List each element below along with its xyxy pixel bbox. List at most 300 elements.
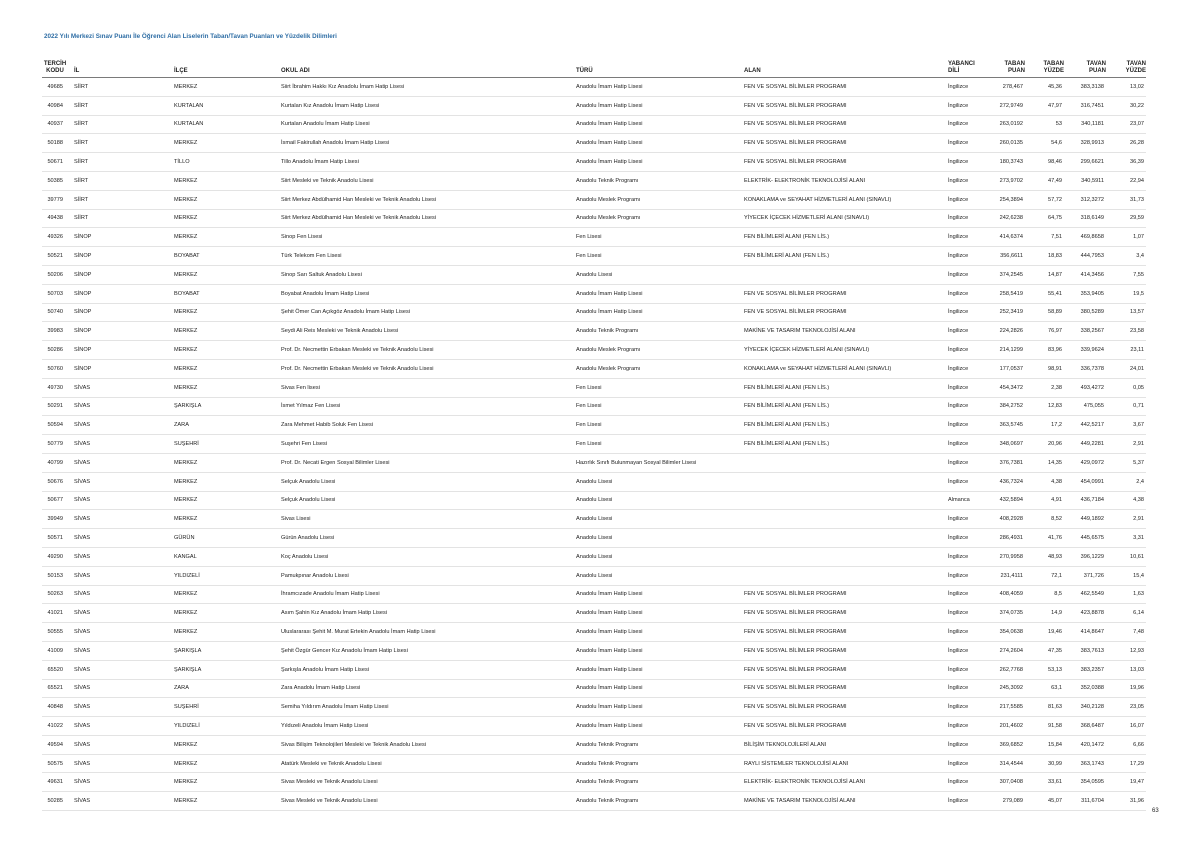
col-header-yabanci-dili: YABANCI DİLİ [948,56,988,78]
cell-ilce: MERKEZ [174,78,281,97]
table-row [42,660,1146,679]
cell-tavan-puan: 340,1181 [1064,115,1106,134]
cell-turu: Anadolu Teknik Programı [576,171,744,190]
table-row [42,698,1146,717]
table-row [42,717,1146,736]
cell-okul-adi: Şehit Ömer Can Açıkgöz Anadolu İmam Hatip Lisesi [281,303,576,322]
cell-tavan-puan: 383,3138 [1064,78,1106,97]
cell-alan: FEN VE SOSYAL BİLİMLER PROGRAMI [744,134,948,153]
cell-yabanci-dili: İngilizce [948,547,988,566]
cell-yabanci-dili: İngilizce [948,717,988,736]
cell-taban-puan: 224,2826 [988,322,1025,341]
cell-tavan-puan: 444,7953 [1064,247,1106,266]
cell-il: SİİRT [68,96,174,115]
cell-tavan-yuzde: 5,37 [1106,453,1146,472]
cell-tavan-yuzde: 26,28 [1106,134,1146,153]
cell-turu: Anadolu Meslek Programı [576,341,744,360]
cell-okul-adi: Sinop Fen Lisesi [281,228,576,247]
cell-alan [744,265,948,284]
cell-alan: FEN VE SOSYAL BİLİMLER PROGRAMI [744,303,948,322]
cell-taban-puan: 260,0135 [988,134,1025,153]
cell-tavan-yuzde: 17,29 [1106,754,1146,773]
cell-ilce: MERKEZ [174,604,281,623]
cell-tavan-yuzde: 19,5 [1106,284,1146,303]
cell-tavan-yuzde: 7,55 [1106,265,1146,284]
cell-tavan-puan: 414,8647 [1064,623,1106,642]
cell-ilce: MERKEZ [174,754,281,773]
cell-tavan-puan: 311,6704 [1064,792,1106,811]
table-row [42,529,1146,548]
cell-alan: FEN VE SOSYAL BİLİMLER PROGRAMI [744,115,948,134]
cell-taban-yuzde: 17,2 [1025,416,1064,435]
table-row [42,96,1146,115]
cell-ilce: KURTALAN [174,96,281,115]
cell-taban-yuzde: 83,96 [1025,341,1064,360]
cell-ilce: MERKEZ [174,341,281,360]
cell-yabanci-dili: İngilizce [948,585,988,604]
cell-taban-puan: 307,0408 [988,773,1025,792]
table-row [42,735,1146,754]
cell-alan: FEN BİLİMLERİ ALANI (FEN LİS.) [744,416,948,435]
cell-tercih-kodu: 41021 [42,604,68,623]
cell-taban-puan: 356,6611 [988,247,1025,266]
table-row [42,115,1146,134]
cell-tavan-puan: 383,2357 [1064,660,1106,679]
cell-turu: Anadolu Teknik Programı [576,773,744,792]
cell-alan: ELEKTRİK- ELEKTRONİK TEKNOLOJİSİ ALANI [744,171,948,190]
cell-alan: FEN VE SOSYAL BİLİMLER PROGRAMI [744,96,948,115]
table-row [42,416,1146,435]
cell-ilce: MERKEZ [174,265,281,284]
cell-ilce: ŞARKIŞLA [174,660,281,679]
cell-yabanci-dili: İngilizce [948,378,988,397]
cell-il: SİVAS [68,585,174,604]
cell-ilce: TİLLO [174,153,281,172]
cell-il: SİİRT [68,78,174,97]
cell-yabanci-dili: İngilizce [948,134,988,153]
cell-taban-puan: 201,4602 [988,717,1025,736]
table-row [42,773,1146,792]
cell-yabanci-dili: İngilizce [948,303,988,322]
cell-taban-puan: 180,3743 [988,153,1025,172]
cell-il: SİVAS [68,623,174,642]
cell-yabanci-dili: İngilizce [948,397,988,416]
cell-tavan-puan: 423,8878 [1064,604,1106,623]
cell-alan: YİYECEK İÇECEK HİZMETLERİ ALANI (SINAVLI) [744,341,948,360]
cell-taban-yuzde: 14,87 [1025,265,1064,284]
cell-turu: Anadolu İmam Hatip Lisesi [576,134,744,153]
cell-alan: FEN VE SOSYAL BİLİMLER PROGRAMI [744,641,948,660]
cell-yabanci-dili: İngilizce [948,96,988,115]
table-row [42,284,1146,303]
cell-alan: FEN BİLİMLERİ ALANI (FEN LİS.) [744,435,948,454]
cell-ilce: MERKEZ [174,735,281,754]
cell-tavan-puan: 299,6621 [1064,153,1106,172]
cell-ilce: YILDIZELİ [174,717,281,736]
cell-okul-adi: Zara Mehmet Habib Soluk Fen Lisesi [281,416,576,435]
col-header-tercih-kodu: TERCİH KODU [42,56,68,78]
cell-taban-puan: 432,5894 [988,491,1025,510]
cell-yabanci-dili: İngilizce [948,265,988,284]
cell-il: SİİRT [68,153,174,172]
cell-okul-adi: Sivas Fen lisesi [281,378,576,397]
cell-tercih-kodu: 39949 [42,510,68,529]
cell-taban-puan: 274,2604 [988,641,1025,660]
cell-okul-adi: Tillo Anadolu İmam Hatip Lisesi [281,153,576,172]
cell-turu: Fen Lisesi [576,378,744,397]
cell-okul-adi: Boyabat Anadolu İmam Hatip Lisesi [281,284,576,303]
cell-tercih-kodu: 40937 [42,115,68,134]
cell-yabanci-dili: İngilizce [948,209,988,228]
cell-taban-puan: 254,3894 [988,190,1025,209]
cell-alan: FEN VE SOSYAL BİLİMLER PROGRAMI [744,78,948,97]
cell-tercih-kodu: 50521 [42,247,68,266]
cell-yabanci-dili: İngilizce [948,679,988,698]
cell-alan [744,510,948,529]
cell-ilce: MERKEZ [174,134,281,153]
cell-ilce: BOYABAT [174,247,281,266]
cell-alan [744,566,948,585]
cell-tercih-kodu: 49290 [42,547,68,566]
cell-tavan-yuzde: 1,07 [1106,228,1146,247]
table-row [42,265,1146,284]
cell-taban-puan: 414,6374 [988,228,1025,247]
cell-turu: Anadolu İmam Hatip Lisesi [576,660,744,679]
cell-tavan-yuzde: 13,02 [1106,78,1146,97]
cell-turu: Anadolu İmam Hatip Lisesi [576,623,744,642]
cell-turu: Anadolu Teknik Programı [576,322,744,341]
cell-tercih-kodu: 50188 [42,134,68,153]
cell-tercih-kodu: 49631 [42,773,68,792]
cell-il: SİVAS [68,604,174,623]
cell-yabanci-dili: İngilizce [948,190,988,209]
cell-okul-adi: Kurtalan Kız Anadolu İmam Hatip Lisesi [281,96,576,115]
cell-il: SİVAS [68,717,174,736]
cell-taban-yuzde: 41,76 [1025,529,1064,548]
cell-turu: Fen Lisesi [576,416,744,435]
cell-il: SİVAS [68,566,174,585]
cell-tavan-puan: 449,1892 [1064,510,1106,529]
cell-ilce: MERKEZ [174,773,281,792]
cell-tavan-puan: 354,0595 [1064,773,1106,792]
cell-turu: Anadolu Lisesi [576,547,744,566]
cell-taban-puan: 369,6852 [988,735,1025,754]
cell-okul-adi: Suşehri Fen Lisesi [281,435,576,454]
page-number: 63 [1152,808,1159,814]
cell-turu: Fen Lisesi [576,435,744,454]
cell-tavan-yuzde: 23,07 [1106,115,1146,134]
cell-il: SİVAS [68,453,174,472]
cell-taban-yuzde: 12,83 [1025,397,1064,416]
table-row [42,359,1146,378]
cell-il: SİVAS [68,641,174,660]
cell-okul-adi: Prof. Dr. Necmettin Erbakan Mesleki ve Teknik Anadolu Lisesi [281,359,576,378]
cell-alan: BİLİŞİM TEKNOLOJİLERİ ALANI [744,735,948,754]
cell-yabanci-dili: İngilizce [948,472,988,491]
cell-okul-adi: Yıldızeli Anadolu İmam Hatip Lisesi [281,717,576,736]
cell-taban-puan: 217,5585 [988,698,1025,717]
cell-taban-yuzde: 45,07 [1025,792,1064,811]
cell-il: SİİRT [68,209,174,228]
cell-turu: Anadolu İmam Hatip Lisesi [576,679,744,698]
cell-okul-adi: Zara Anadolu İmam Hatip Lisesi [281,679,576,698]
cell-taban-yuzde: 58,89 [1025,303,1064,322]
cell-okul-adi: Pamukpınar Anadolu Lisesi [281,566,576,585]
cell-okul-adi: Sivas Mesleki ve Teknik Anadolu Lisesi [281,773,576,792]
table-row [42,491,1146,510]
cell-il: SİİRT [68,134,174,153]
cell-alan: FEN BİLİMLERİ ALANI (FEN LİS.) [744,247,948,266]
cell-yabanci-dili: İngilizce [948,247,988,266]
cell-tavan-yuzde: 12,93 [1106,641,1146,660]
cell-tercih-kodu: 49438 [42,209,68,228]
cell-tavan-yuzde: 36,39 [1106,153,1146,172]
cell-tavan-puan: 462,5549 [1064,585,1106,604]
cell-yabanci-dili: İngilizce [948,153,988,172]
cell-tercih-kodu: 50779 [42,435,68,454]
cell-yabanci-dili: İngilizce [948,341,988,360]
cell-tercih-kodu: 65521 [42,679,68,698]
cell-turu: Anadolu İmam Hatip Lisesi [576,153,744,172]
cell-il: SİNOP [68,228,174,247]
cell-ilce: MERKEZ [174,623,281,642]
cell-okul-adi: Türk Telekom Fen Lisesi [281,247,576,266]
table-row [42,510,1146,529]
cell-yabanci-dili: İngilizce [948,228,988,247]
cell-tavan-yuzde: 0,05 [1106,378,1146,397]
cell-okul-adi: İhramcızade Anadolu İmam Hatip Lisesi [281,585,576,604]
cell-taban-puan: 286,4931 [988,529,1025,548]
cell-alan [744,547,948,566]
cell-tavan-puan: 436,7184 [1064,491,1106,510]
cell-tercih-kodu: 50385 [42,171,68,190]
table-row [42,190,1146,209]
cell-il: SİVAS [68,416,174,435]
cell-okul-adi: Atatürk Mesleki ve Teknik Anadolu Lisesi [281,754,576,773]
col-header-taban-puan: TABAN PUAN [988,56,1025,78]
table-row [42,604,1146,623]
cell-alan [744,472,948,491]
cell-taban-puan: 363,5745 [988,416,1025,435]
cell-okul-adi: Uluslararası Şehit M. Murat Ertekin Anadolu İmam Hatip Lisesi [281,623,576,642]
cell-yabanci-dili: İngilizce [948,623,988,642]
cell-il: SİVAS [68,660,174,679]
cell-alan: FEN VE SOSYAL BİLİMLER PROGRAMI [744,284,948,303]
table-header-row [42,56,1146,78]
cell-ilce: MERKEZ [174,209,281,228]
cell-taban-puan: 376,7381 [988,453,1025,472]
table-row [42,153,1146,172]
cell-alan: FEN VE SOSYAL BİLİMLER PROGRAMI [744,660,948,679]
cell-yabanci-dili: İngilizce [948,435,988,454]
cell-ilce: MERKEZ [174,585,281,604]
cell-okul-adi: Siirt Mesleki ve Teknik Anadolu Lisesi [281,171,576,190]
cell-okul-adi: Selçuk Anadolu Lisesi [281,472,576,491]
cell-tercih-kodu: 50703 [42,284,68,303]
cell-ilce: MERKEZ [174,510,281,529]
cell-il: SİVAS [68,773,174,792]
cell-tavan-puan: 475,055 [1064,397,1106,416]
cell-okul-adi: Gürün Anadolu Lisesi [281,529,576,548]
cell-taban-puan: 262,7768 [988,660,1025,679]
cell-turu: Anadolu Lisesi [576,529,744,548]
table-row [42,453,1146,472]
cell-taban-yuzde: 4,91 [1025,491,1064,510]
cell-okul-adi: Sivas Bilişim Teknolojileri Mesleki ve Teknik Anadolu Lisesi [281,735,576,754]
cell-turu: Fen Lisesi [576,228,744,247]
cell-turu: Anadolu Lisesi [576,566,744,585]
cell-il: SİNOP [68,341,174,360]
cell-tavan-puan: 340,2128 [1064,698,1106,717]
cell-tavan-puan: 371,726 [1064,566,1106,585]
cell-tavan-puan: 414,3456 [1064,265,1106,284]
cell-alan: FEN BİLİMLERİ ALANI (FEN LİS.) [744,397,948,416]
cell-il: SİVAS [68,378,174,397]
cell-tavan-yuzde: 6,14 [1106,604,1146,623]
cell-tavan-puan: 429,0972 [1064,453,1106,472]
cell-taban-puan: 279,089 [988,792,1025,811]
cell-yabanci-dili: İngilizce [948,698,988,717]
cell-tavan-puan: 380,5289 [1064,303,1106,322]
cell-yabanci-dili: İngilizce [948,773,988,792]
cell-taban-yuzde: 54,6 [1025,134,1064,153]
cell-tavan-puan: 363,1743 [1064,754,1106,773]
scores-table [42,56,1146,811]
cell-alan [744,453,948,472]
cell-tavan-puan: 454,0991 [1064,472,1106,491]
cell-tavan-puan: 352,0388 [1064,679,1106,698]
cell-taban-yuzde: 76,97 [1025,322,1064,341]
cell-alan: FEN VE SOSYAL BİLİMLER PROGRAMI [744,679,948,698]
cell-taban-puan: 231,4111 [988,566,1025,585]
cell-tercih-kodu: 50575 [42,754,68,773]
cell-turu: Anadolu Lisesi [576,491,744,510]
cell-yabanci-dili: İngilizce [948,754,988,773]
cell-tercih-kodu: 49594 [42,735,68,754]
cell-yabanci-dili: İngilizce [948,359,988,378]
cell-alan [744,529,948,548]
cell-tercih-kodu: 39983 [42,322,68,341]
cell-tavan-yuzde: 19,96 [1106,679,1146,698]
cell-il: SİNOP [68,265,174,284]
cell-ilce: ZARA [174,679,281,698]
cell-il: SİVAS [68,547,174,566]
cell-ilce: MERKEZ [174,378,281,397]
cell-tavan-puan: 328,9913 [1064,134,1106,153]
cell-tercih-kodu: 40984 [42,96,68,115]
cell-tavan-puan: 339,9624 [1064,341,1106,360]
cell-tavan-yuzde: 4,38 [1106,491,1146,510]
cell-okul-adi: Sivas Mesleki ve Teknik Anadolu Lisesi [281,792,576,811]
cell-taban-yuzde: 45,36 [1025,78,1064,97]
cell-tavan-puan: 396,1229 [1064,547,1106,566]
cell-tercih-kodu: 41022 [42,717,68,736]
cell-il: SİNOP [68,247,174,266]
cell-taban-yuzde: 48,93 [1025,547,1064,566]
cell-taban-yuzde: 8,52 [1025,510,1064,529]
cell-taban-yuzde: 20,96 [1025,435,1064,454]
cell-okul-adi: Koç Anadolu Lisesi [281,547,576,566]
cell-ilce: MERKEZ [174,359,281,378]
table-row [42,134,1146,153]
cell-taban-puan: 245,3092 [988,679,1025,698]
cell-ilce: ŞARKIŞLA [174,397,281,416]
cell-taban-yuzde: 81,63 [1025,698,1064,717]
cell-taban-yuzde: 47,97 [1025,96,1064,115]
cell-turu: Anadolu İmam Hatip Lisesi [576,115,744,134]
table-row [42,247,1146,266]
table-row [42,585,1146,604]
cell-taban-yuzde: 98,91 [1025,359,1064,378]
cell-turu: Fen Lisesi [576,247,744,266]
cell-tavan-yuzde: 24,01 [1106,359,1146,378]
cell-alan: FEN VE SOSYAL BİLİMLER PROGRAMI [744,585,948,604]
cell-okul-adi: Semiha Yıldırım Anadolu İmam Hatip Lisesi [281,698,576,717]
cell-il: SİİRT [68,171,174,190]
cell-ilce: KANGAL [174,547,281,566]
cell-taban-puan: 177,0537 [988,359,1025,378]
cell-turu: Anadolu Meslek Programı [576,359,744,378]
cell-tercih-kodu: 50571 [42,529,68,548]
cell-tercih-kodu: 49326 [42,228,68,247]
cell-tavan-yuzde: 6,66 [1106,735,1146,754]
cell-tavan-yuzde: 10,61 [1106,547,1146,566]
cell-taban-puan: 273,9702 [988,171,1025,190]
cell-okul-adi: Şarkışla Anadolu İmam Hatip Lisesi [281,660,576,679]
cell-okul-adi: Seydi Ali Reis Mesleki ve Teknik Anadolu Lisesi [281,322,576,341]
cell-tavan-yuzde: 13,03 [1106,660,1146,679]
cell-taban-yuzde: 91,58 [1025,717,1064,736]
table-row [42,792,1146,811]
cell-tercih-kodu: 50677 [42,491,68,510]
cell-tavan-yuzde: 16,07 [1106,717,1146,736]
table-body [42,78,1146,811]
cell-tavan-puan: 420,1472 [1064,735,1106,754]
cell-taban-yuzde: 14,9 [1025,604,1064,623]
cell-alan: FEN VE SOSYAL BİLİMLER PROGRAMI [744,604,948,623]
table-row [42,341,1146,360]
cell-tavan-puan: 368,6487 [1064,717,1106,736]
cell-turu: Anadolu Lisesi [576,265,744,284]
cell-okul-adi: Sinop Sarı Saltuk Anadolu Lisesi [281,265,576,284]
col-header-taban-yuzde: TABAN YÜZDE [1025,56,1064,78]
cell-il: SİNOP [68,303,174,322]
cell-taban-yuzde: 53,13 [1025,660,1064,679]
cell-tercih-kodu: 41009 [42,641,68,660]
cell-taban-yuzde: 55,41 [1025,284,1064,303]
cell-alan: FEN VE SOSYAL BİLİMLER PROGRAMI [744,153,948,172]
cell-taban-yuzde: 33,61 [1025,773,1064,792]
cell-tavan-puan: 316,7451 [1064,96,1106,115]
table-row [42,322,1146,341]
cell-tavan-yuzde: 3,67 [1106,416,1146,435]
cell-tercih-kodu: 50671 [42,153,68,172]
cell-tavan-yuzde: 19,47 [1106,773,1146,792]
cell-taban-puan: 272,9749 [988,96,1025,115]
cell-taban-puan: 242,6238 [988,209,1025,228]
cell-alan: MAKİNE VE TASARIM TEKNOLOJİSİ ALANI [744,322,948,341]
cell-il: SİVAS [68,491,174,510]
cell-taban-yuzde: 64,75 [1025,209,1064,228]
cell-yabanci-dili: İngilizce [948,792,988,811]
cell-yabanci-dili: İngilizce [948,529,988,548]
cell-yabanci-dili: İngilizce [948,641,988,660]
cell-tercih-kodu: 50676 [42,472,68,491]
cell-yabanci-dili: İngilizce [948,604,988,623]
cell-tavan-yuzde: 23,58 [1106,322,1146,341]
cell-taban-yuzde: 98,46 [1025,153,1064,172]
cell-taban-yuzde: 15,84 [1025,735,1064,754]
